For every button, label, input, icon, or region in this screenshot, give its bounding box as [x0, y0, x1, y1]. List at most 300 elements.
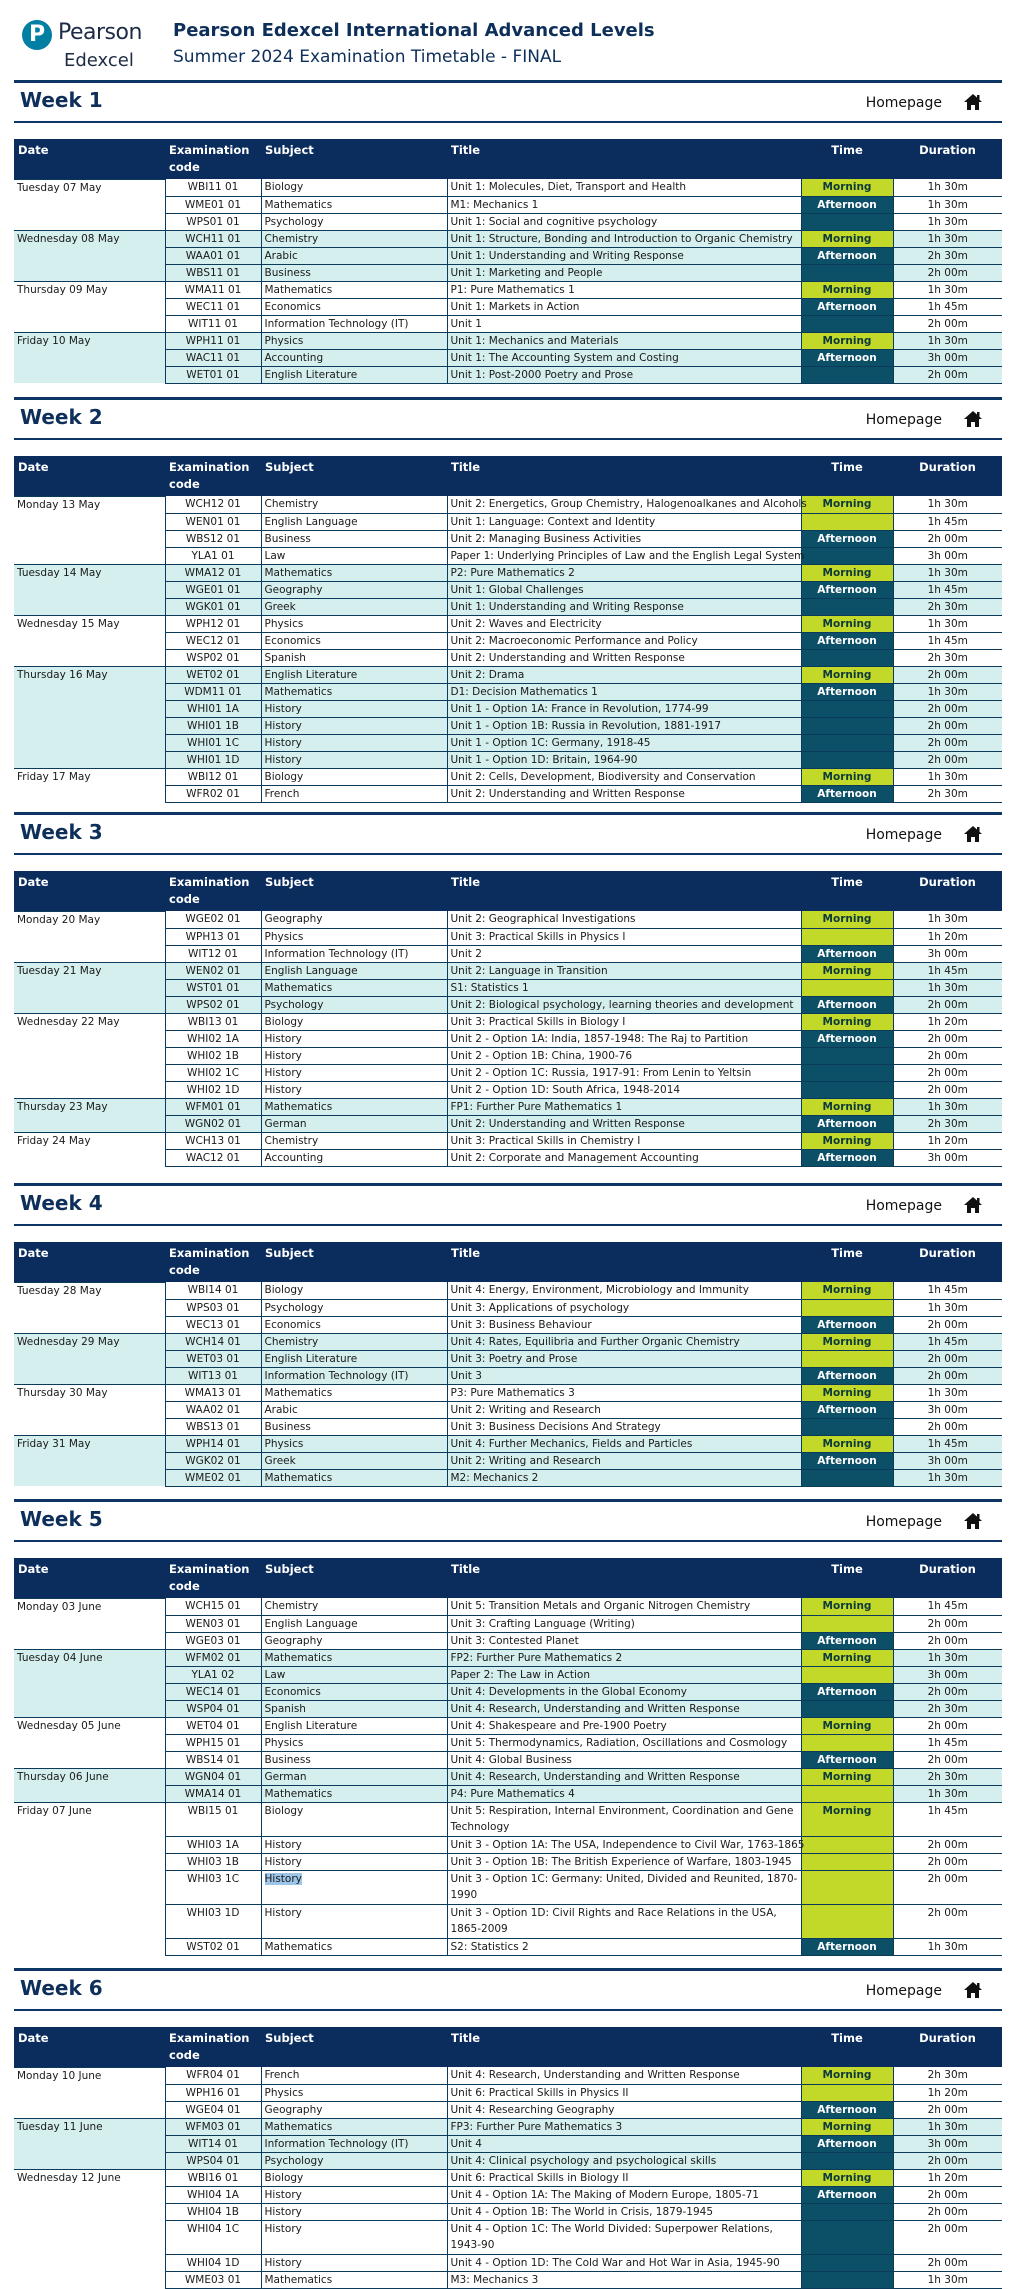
exam-subject: History [261, 751, 447, 768]
table-row [14, 496, 1002, 513]
exam-title: M3: Mechanics 3 [447, 2271, 801, 2288]
exam-code: WHI03 1C [165, 1870, 261, 1904]
column-header-subject: Subject [261, 1242, 447, 1282]
exam-duration: 1h 30m [893, 1938, 1002, 1955]
exam-code: WFR02 01 [165, 785, 261, 802]
exam-duration: 1h 30m [893, 179, 1002, 196]
exam-code: WGE04 01 [165, 2101, 261, 2118]
exam-time-slot: Morning [801, 1384, 893, 1401]
column-header-date: Date [14, 1242, 165, 1282]
exam-code: WDM11 01 [165, 683, 261, 700]
exam-subject: Biology [261, 768, 447, 785]
exam-duration: 1h 20m [893, 1013, 1002, 1030]
exam-date [14, 751, 165, 768]
exam-subject: Business [261, 1418, 447, 1435]
exam-title: Unit 2: Language in Transition [447, 962, 801, 979]
exam-time-slot [801, 1350, 893, 1367]
exam-title: Unit 2: Biological psychology, learning theories and development [447, 996, 801, 1013]
homepage-link[interactable]: Homepage [865, 1514, 942, 1530]
exam-title: Unit 3: Applications of psychology [447, 1299, 801, 1316]
exam-time-slot: Morning [801, 962, 893, 979]
exam-time-slot: Morning [801, 666, 893, 683]
exam-code: WBI13 01 [165, 1013, 261, 1030]
table-header-row [14, 456, 1002, 496]
exam-duration: 1h 45m [893, 1333, 1002, 1350]
exam-time-slot: Morning [801, 1282, 893, 1299]
exam-code: WBI15 01 [165, 1802, 261, 1836]
exam-code: WGN02 01 [165, 1115, 261, 1132]
exam-time-slot: Morning [801, 1768, 893, 1785]
exam-title: Unit 2: Writing and Research [447, 1452, 801, 1469]
exam-duration: 2h 00m [893, 315, 1002, 332]
exam-title: Unit 3 - Option 1D: Civil Rights and Race Relations in the USA, 1865-2009 [447, 1904, 801, 1938]
exam-time-slot: Morning [801, 1649, 893, 1666]
exam-title: Paper 1: Underlying Principles of Law and the English Legal System [447, 547, 801, 564]
column-header-duration: Duration [893, 2027, 1002, 2067]
exam-title: Unit 1 - Option 1B: Russia in Revolution, 1881-1917 [447, 717, 801, 734]
column-header-title: Title [447, 871, 801, 911]
exam-time-slot [801, 1836, 893, 1853]
table-row [14, 2254, 1002, 2271]
exam-subject: History [261, 1904, 447, 1938]
exam-date: Tuesday 21 May [14, 962, 165, 979]
exam-title: S2: Statistics 2 [447, 1938, 801, 1955]
column-header-duration: Duration [893, 871, 1002, 911]
exam-duration: 3h 00m [893, 547, 1002, 564]
exam-duration: 2h 00m [893, 1717, 1002, 1734]
exam-duration: 2h 00m [893, 1350, 1002, 1367]
exam-date [14, 1047, 165, 1064]
exam-table [14, 1558, 1002, 1956]
exam-duration: 1h 30m [893, 496, 1002, 513]
exam-time-slot: Afternoon [801, 785, 893, 802]
exam-title: Unit 4: Further Mechanics, Fields and Particles [447, 1435, 801, 1452]
exam-code: WEN02 01 [165, 962, 261, 979]
exam-time-slot: Morning [801, 564, 893, 581]
exam-subject: History [261, 2220, 447, 2254]
exam-duration: 2h 00m [893, 2186, 1002, 2203]
table-row [14, 1598, 1002, 1615]
exam-code: WEC14 01 [165, 1683, 261, 1700]
exam-subject: Mathematics [261, 2271, 447, 2288]
exam-code: WHI03 1B [165, 1853, 261, 1870]
exam-duration: 2h 00m [893, 1683, 1002, 1700]
exam-subject: Mathematics [261, 1938, 447, 1955]
week-title: Week 4 [20, 1191, 103, 1215]
exam-duration: 2h 30m [893, 785, 1002, 802]
table-row [14, 1384, 1002, 1401]
exam-date [14, 979, 165, 996]
week-section [14, 1968, 1002, 2289]
exam-subject: Biology [261, 1013, 447, 1030]
exam-code: WHI01 1A [165, 700, 261, 717]
exam-subject: Psychology [261, 996, 447, 1013]
exam-title: Unit 4: Researching Geography [447, 2101, 801, 2118]
exam-title: Unit 4: Research, Understanding and Written Response [447, 1768, 801, 1785]
home-icon[interactable] [962, 1194, 984, 1216]
exam-code: WHI03 1A [165, 1836, 261, 1853]
exam-title: Unit 2: Cells, Development, Biodiversity and Conservation [447, 768, 801, 785]
exam-duration: 1h 30m [893, 615, 1002, 632]
table-row [14, 2186, 1002, 2203]
table-row [14, 564, 1002, 581]
table-row [14, 1013, 1002, 1030]
exam-duration: 3h 00m [893, 1666, 1002, 1683]
exam-duration: 2h 00m [893, 530, 1002, 547]
exam-subject: Information Technology (IT) [261, 945, 447, 962]
exam-subject: Biology [261, 2169, 447, 2186]
column-header-subject: Subject [261, 2027, 447, 2067]
exam-code: WST01 01 [165, 979, 261, 996]
exam-date [14, 2203, 165, 2220]
exam-duration: 2h 00m [893, 1064, 1002, 1081]
exam-title: Unit 1 - Option 1D: Britain, 1964-90 [447, 751, 801, 768]
exam-code: WST02 01 [165, 1938, 261, 1955]
table-row [14, 1469, 1002, 1486]
exam-code: WFR04 01 [165, 2067, 261, 2084]
table-row [14, 649, 1002, 666]
exam-code: WHI01 1C [165, 734, 261, 751]
exam-duration: 2h 00m [893, 1418, 1002, 1435]
exam-duration: 2h 00m [893, 700, 1002, 717]
exam-code: WHI04 1B [165, 2203, 261, 2220]
table-row [14, 911, 1002, 928]
column-header-date: Date [14, 139, 165, 179]
exam-time-slot [801, 1666, 893, 1683]
exam-subject: English Literature [261, 366, 447, 383]
exam-time-slot: Morning [801, 179, 893, 196]
exam-subject: Physics [261, 928, 447, 945]
exam-time-slot: Afternoon [801, 196, 893, 213]
exam-title: Unit 6: Practical Skills in Physics II [447, 2084, 801, 2101]
exam-time-slot [801, 1700, 893, 1717]
exam-code: WMA13 01 [165, 1384, 261, 1401]
exam-subject: Mathematics [261, 1649, 447, 1666]
exam-title: Unit 3: Business Decisions And Strategy [447, 1418, 801, 1435]
table-row [14, 1098, 1002, 1115]
exam-title: Unit 1: Understanding and Writing Response [447, 247, 801, 264]
exam-subject: Arabic [261, 247, 447, 264]
exam-duration: 1h 20m [893, 2084, 1002, 2101]
week-section [14, 397, 1002, 803]
exam-duration: 2h 00m [893, 996, 1002, 1013]
table-row [14, 1649, 1002, 1666]
exam-duration: 1h 20m [893, 1132, 1002, 1149]
exam-subject: History [261, 734, 447, 751]
exam-title: Unit 2: Understanding and Written Response [447, 785, 801, 802]
exam-date: Tuesday 28 May [14, 1282, 165, 1299]
exam-code: WBI14 01 [165, 1282, 261, 1299]
week-header [14, 83, 1002, 121]
exam-subject: Geography [261, 1632, 447, 1649]
table-row [14, 1836, 1002, 1853]
exam-code: WEC12 01 [165, 632, 261, 649]
exam-date [14, 315, 165, 332]
exam-time-slot [801, 1081, 893, 1098]
table-row [14, 2169, 1002, 2186]
exam-title: Unit 1: Structure, Bonding and Introduction to Organic Chemistry [447, 230, 801, 247]
homepage-link[interactable]: Homepage [865, 95, 942, 111]
exam-title: Unit 1: Global Challenges [447, 581, 801, 598]
exam-time-slot: Afternoon [801, 349, 893, 366]
exam-date [14, 1316, 165, 1333]
table-row [14, 768, 1002, 785]
exam-duration: 2h 00m [893, 751, 1002, 768]
table-row [14, 2101, 1002, 2118]
week-section [14, 80, 1002, 384]
table-row [14, 1768, 1002, 1785]
exam-title: P1: Pure Mathematics 1 [447, 281, 801, 298]
exam-title: Unit 2: Corporate and Management Accounting [447, 1149, 801, 1166]
exam-code: WAC11 01 [165, 349, 261, 366]
table-row [14, 2271, 1002, 2288]
table-row [14, 1853, 1002, 1870]
exam-time-slot [801, 700, 893, 717]
column-header-time: Time [801, 2027, 893, 2067]
exam-duration: 2h 30m [893, 1768, 1002, 1785]
exam-code: WME01 01 [165, 196, 261, 213]
table-row [14, 547, 1002, 564]
exam-title: Unit 2: Understanding and Written Response [447, 649, 801, 666]
column-header-code: Examination code [165, 871, 261, 911]
column-header-subject: Subject [261, 871, 447, 911]
exam-time-slot [801, 213, 893, 230]
exam-table [14, 1242, 1002, 1487]
exam-date [14, 2084, 165, 2101]
exam-code: WPH13 01 [165, 928, 261, 945]
exam-code: WPH11 01 [165, 332, 261, 349]
exam-time-slot: Afternoon [801, 996, 893, 1013]
column-header-time: Time [801, 1558, 893, 1598]
exam-duration: 2h 00m [893, 1904, 1002, 1938]
exam-time-slot: Afternoon [801, 632, 893, 649]
exam-subject: Business [261, 264, 447, 281]
table-row [14, 530, 1002, 547]
column-header-code: Examination code [165, 1242, 261, 1282]
table-row [14, 2084, 1002, 2101]
exam-time-slot [801, 1064, 893, 1081]
week-divider [14, 853, 1002, 855]
exam-date: Wednesday 29 May [14, 1333, 165, 1350]
exam-subject: Economics [261, 298, 447, 315]
exam-time-slot: Afternoon [801, 1401, 893, 1418]
exam-duration: 1h 30m [893, 281, 1002, 298]
exam-date [14, 513, 165, 530]
exam-title: Unit 2: Drama [447, 666, 801, 683]
exam-code: WCH14 01 [165, 1333, 261, 1350]
column-header-duration: Duration [893, 1242, 1002, 1282]
exam-duration: 2h 00m [893, 1030, 1002, 1047]
exam-code: WEN03 01 [165, 1615, 261, 1632]
exam-duration: 2h 00m [893, 2254, 1002, 2271]
exam-subject: Physics [261, 332, 447, 349]
exam-code: WAA02 01 [165, 1401, 261, 1418]
homepage-link[interactable]: Homepage [865, 412, 942, 428]
week-title: Week 5 [20, 1507, 103, 1531]
exam-code: WHI02 1C [165, 1064, 261, 1081]
exam-time-slot [801, 264, 893, 281]
exam-time-slot [801, 1734, 893, 1751]
exam-code: WHI02 1D [165, 1081, 261, 1098]
table-row [14, 2118, 1002, 2135]
exam-code: WGE01 01 [165, 581, 261, 598]
exam-code: WPS01 01 [165, 213, 261, 230]
exam-code: WIT11 01 [165, 315, 261, 332]
exam-subject: Mathematics [261, 979, 447, 996]
table-row [14, 179, 1002, 196]
exam-date [14, 1401, 165, 1418]
exam-code: WPH14 01 [165, 1435, 261, 1452]
exam-duration: 2h 00m [893, 1615, 1002, 1632]
exam-time-slot: Morning [801, 1132, 893, 1149]
exam-table [14, 871, 1002, 1167]
exam-code: WBS14 01 [165, 1751, 261, 1768]
exam-subject: English Language [261, 513, 447, 530]
table-header-row [14, 871, 1002, 911]
exam-title: Unit 2: Geographical Investigations [447, 911, 801, 928]
exam-title: Unit 4: Research, Understanding and Written Response [447, 1700, 801, 1717]
exam-date: Wednesday 22 May [14, 1013, 165, 1030]
exam-duration: 1h 30m [893, 1785, 1002, 1802]
exam-duration: 1h 30m [893, 196, 1002, 213]
exam-time-slot [801, 366, 893, 383]
exam-title: Unit 1: The Accounting System and Costing [447, 349, 801, 366]
exam-duration: 2h 00m [893, 2152, 1002, 2169]
table-row [14, 247, 1002, 264]
table-row [14, 996, 1002, 1013]
exam-date: Tuesday 14 May [14, 564, 165, 581]
exam-date [14, 1418, 165, 1435]
column-header-duration: Duration [893, 1558, 1002, 1598]
homepage-link[interactable]: Homepage [865, 1198, 942, 1214]
exam-date [14, 366, 165, 383]
home-icon[interactable] [962, 408, 984, 430]
column-header-title: Title [447, 139, 801, 179]
exam-date [14, 1081, 165, 1098]
exam-title: Unit 2 [447, 945, 801, 962]
exam-time-slot: Morning [801, 1435, 893, 1452]
exam-title: Unit 3: Practical Skills in Physics I [447, 928, 801, 945]
exam-title: Unit 1 - Option 1A: France in Revolution, 1774-99 [447, 700, 801, 717]
exam-time-slot [801, 2254, 893, 2271]
exam-code: WPS04 01 [165, 2152, 261, 2169]
exam-duration: 2h 30m [893, 649, 1002, 666]
exam-time-slot: Afternoon [801, 2135, 893, 2152]
exam-subject: Business [261, 1751, 447, 1768]
exam-date: Friday 17 May [14, 768, 165, 785]
exam-code: WFM02 01 [165, 1649, 261, 1666]
week-divider [14, 438, 1002, 440]
exam-time-slot: Afternoon [801, 2186, 893, 2203]
exam-code: WIT14 01 [165, 2135, 261, 2152]
exam-date [14, 2152, 165, 2169]
exam-date [14, 1904, 165, 1938]
exam-title: P4: Pure Mathematics 4 [447, 1785, 801, 1802]
table-row [14, 1785, 1002, 1802]
exam-date: Tuesday 04 June [14, 1649, 165, 1666]
exam-date [14, 598, 165, 615]
exam-subject: Geography [261, 911, 447, 928]
exam-title: Unit 2: Writing and Research [447, 1401, 801, 1418]
exam-subject: Spanish [261, 1700, 447, 1717]
exam-subject: Mathematics [261, 683, 447, 700]
exam-date: Thursday 09 May [14, 281, 165, 298]
homepage-link[interactable]: Homepage [865, 827, 942, 843]
exam-duration: 1h 30m [893, 564, 1002, 581]
exam-duration: 1h 30m [893, 1384, 1002, 1401]
exam-subject: Psychology [261, 213, 447, 230]
exam-duration: 2h 00m [893, 2220, 1002, 2254]
exam-date [14, 213, 165, 230]
home-icon[interactable] [962, 1979, 984, 2001]
exam-subject: Mathematics [261, 1469, 447, 1486]
table-row [14, 1299, 1002, 1316]
exam-date: Tuesday 07 May [14, 179, 165, 196]
exam-duration: 1h 30m [893, 2118, 1002, 2135]
exam-date [14, 1030, 165, 1047]
table-row [14, 1802, 1002, 1836]
exam-time-slot [801, 547, 893, 564]
table-row [14, 1418, 1002, 1435]
exam-subject: Mathematics [261, 2118, 447, 2135]
exam-duration: 2h 00m [893, 1836, 1002, 1853]
exam-date [14, 2101, 165, 2118]
exam-time-slot: Afternoon [801, 298, 893, 315]
homepage-link[interactable]: Homepage [865, 1983, 942, 1999]
exam-time-slot [801, 598, 893, 615]
exam-date [14, 1836, 165, 1853]
exam-date [14, 2220, 165, 2254]
exam-subject: Information Technology (IT) [261, 315, 447, 332]
table-row [14, 1938, 1002, 1955]
exam-date [14, 349, 165, 366]
column-header-time: Time [801, 456, 893, 496]
exam-code: WIT13 01 [165, 1367, 261, 1384]
exam-subject: Greek [261, 598, 447, 615]
exam-date: Wednesday 12 June [14, 2169, 165, 2186]
exam-code: WGK02 01 [165, 1452, 261, 1469]
document-subtitle: Summer 2024 Examination Timetable - FINAL [173, 47, 562, 67]
week-divider [14, 1540, 1002, 1542]
exam-title: Unit 4 - Option 1C: The World Divided: Superpower Relations, 1943-90 [447, 2220, 801, 2254]
exam-code: WGE03 01 [165, 1632, 261, 1649]
exam-subject: Economics [261, 632, 447, 649]
exam-title: Unit 3: Poetry and Prose [447, 1350, 801, 1367]
exam-code: WPS02 01 [165, 996, 261, 1013]
exam-code: WCH13 01 [165, 1132, 261, 1149]
exam-duration: 1h 45m [893, 1282, 1002, 1299]
exam-code: WME03 01 [165, 2271, 261, 2288]
exam-time-slot: Morning [801, 1098, 893, 1115]
exam-title: Unit 4: Developments in the Global Economy [447, 1683, 801, 1700]
exam-date [14, 1064, 165, 1081]
exam-duration: 1h 45m [893, 632, 1002, 649]
exam-date [14, 2271, 165, 2288]
exam-date [14, 649, 165, 666]
exam-subject: English Literature [261, 1350, 447, 1367]
exam-date: Friday 24 May [14, 1132, 165, 1149]
exam-time-slot: Afternoon [801, 581, 893, 598]
exam-date [14, 734, 165, 751]
home-icon[interactable] [962, 823, 984, 845]
home-icon[interactable] [962, 91, 984, 113]
exam-time-slot [801, 1853, 893, 1870]
home-icon[interactable] [962, 1510, 984, 1532]
week-header [14, 1502, 1002, 1540]
exam-date [14, 632, 165, 649]
column-header-duration: Duration [893, 456, 1002, 496]
exam-title: Unit 3 - Option 1A: The USA, Independence to Civil War, 1763-1865 [447, 1836, 801, 1853]
